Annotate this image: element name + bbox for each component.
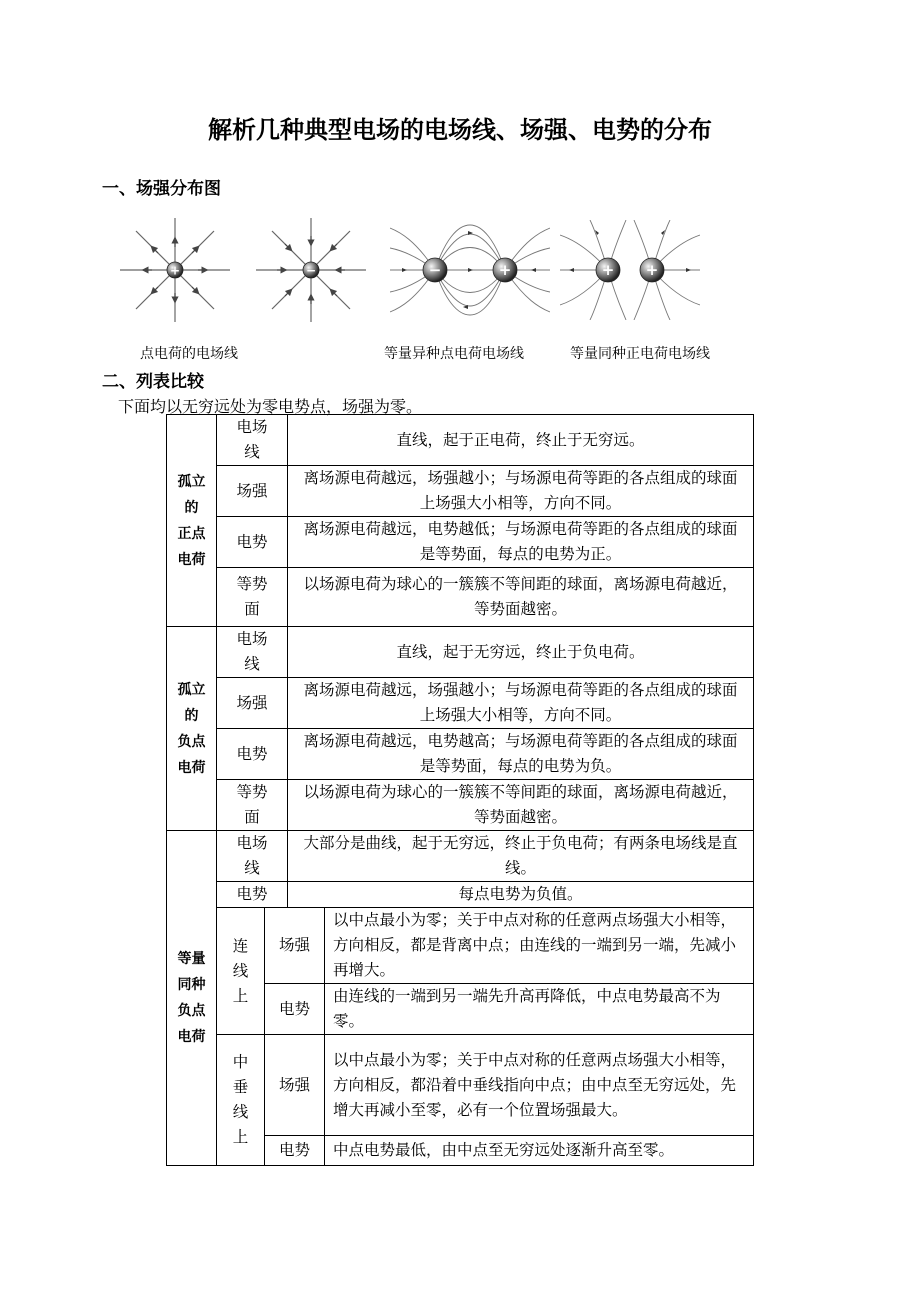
positive-charge-symbol: + (645, 261, 659, 279)
table-row (167, 415, 754, 466)
row-label-equipotential: 等势 面 (217, 780, 288, 831)
row-label-potential: 电势 (265, 984, 325, 1035)
cell-text: 离场源电荷越远，场强越小；与场源电荷等距的各点组成的球面上场强大小相等，方向不同。 (288, 466, 754, 517)
positive-charge-symbol: + (601, 261, 615, 279)
row-label-potential: 电势 (217, 882, 288, 908)
cell-text: 中点电势最低，由中点至无穷远处逐渐升高至零。 (325, 1136, 754, 1166)
row-label-field-strength: 场强 (217, 466, 288, 517)
table-row (167, 466, 754, 517)
group-label-negative-charge: 孤立 的 负点 电荷 (167, 627, 217, 831)
table-row (167, 517, 754, 568)
section-heading-field-distribution: 一、场强分布图 (102, 179, 221, 199)
caption-like-positive-charges: 等量同种正电荷电场线 (570, 346, 710, 362)
cell-text: 大部分是曲线，起于无穷远，终止于负电荷；有两条电场线是直线。 (288, 831, 754, 882)
row-label-field-strength: 场强 (217, 678, 288, 729)
cell-text: 离场源电荷越远，电势越低；与场源电荷等距的各点组成的球面是等势面，每点的电势为正。 (288, 517, 754, 568)
cell-text: 每点电势为负值。 (288, 882, 754, 908)
table-row (167, 908, 754, 984)
negative-point-charge-diagram (252, 214, 370, 326)
table-row (167, 831, 754, 882)
row-label-field-line: 电场 线 (217, 831, 288, 882)
negative-charge-symbol: − (428, 261, 442, 279)
sub-label-connecting-line: 连 线 上 (217, 908, 265, 1035)
row-label-field-line: 电场 线 (217, 627, 288, 678)
negative-charge-symbol: − (305, 263, 317, 278)
caption-point-charge: 点电荷的电场线 (140, 346, 238, 362)
cell-text: 离场源电荷越远，场强越小；与场源电荷等距的各点组成的球面上场强大小相等，方向不同。 (288, 678, 754, 729)
opposite-charges-diagram (390, 220, 550, 320)
group-label-positive-charge: 孤立 的 正点 电荷 (167, 415, 217, 627)
row-label-field-strength: 场强 (265, 908, 325, 984)
sub-label-perpendicular-bisector: 中 垂 线 上 (217, 1035, 265, 1166)
group-label-like-negative-charges: 等量 同种 负点 电荷 (167, 831, 217, 1166)
row-label-equipotential: 等势 面 (217, 568, 288, 627)
cell-text: 以场源电荷为球心的一簇簇不等间距的球面，离场源电荷越近，等势面越密。 (288, 780, 754, 831)
page-title: 解析几种典型电场的电场线、场强、电势的分布 (208, 116, 712, 144)
cell-text: 以场源电荷为球心的一簇簇不等间距的球面，离场源电荷越近，等势面越密。 (288, 568, 754, 627)
positive-point-charge-diagram (116, 214, 234, 326)
positive-charge-symbol: + (169, 263, 181, 278)
table-row (167, 780, 754, 831)
row-label-field-strength: 场强 (265, 1035, 325, 1136)
table-row (167, 882, 754, 908)
cell-text: 离场源电荷越远，电势越高；与场源电荷等距的各点组成的球面是等势面，每点的电势为负。 (288, 729, 754, 780)
row-label-potential: 电势 (265, 1136, 325, 1166)
cell-text: 直线，起于无穷远，终止于负电荷。 (288, 627, 754, 678)
like-positive-charges-diagram (560, 220, 700, 320)
comparison-table (166, 414, 754, 1166)
positive-charge-symbol: + (498, 261, 512, 279)
row-label-potential: 电势 (217, 729, 288, 780)
cell-text: 以中点最小为零；关于中点对称的任意两点场强大小相等，方向相反，都沿着中垂线指向中点；由中点至无穷远处，先增大再减小至零，必有一个位置场强最大。 (325, 1035, 754, 1136)
row-label-field-line: 电场 线 (217, 415, 288, 466)
cell-text: 由连线的一端到另一端先升高再降低，中点电势最高不为零。 (325, 984, 754, 1035)
row-label-potential: 电势 (217, 517, 288, 568)
cell-text: 以中点最小为零；关于中点对称的任意两点场强大小相等，方向相反，都是背离中点；由连线的一端到另一端，先减小再增大。 (325, 908, 754, 984)
table-row (167, 678, 754, 729)
table-row (167, 1035, 754, 1136)
section-heading-comparison: 二、列表比较 (102, 372, 204, 392)
table-row (167, 627, 754, 678)
cell-text: 直线，起于正电荷，终止于无穷远。 (288, 415, 754, 466)
table-row (167, 568, 754, 627)
table-row (167, 729, 754, 780)
caption-opposite-charges: 等量异种点电荷电场线 (384, 346, 524, 362)
table-note: 下面均以无穷远处为零电势点，场强为零。 (118, 397, 423, 416)
